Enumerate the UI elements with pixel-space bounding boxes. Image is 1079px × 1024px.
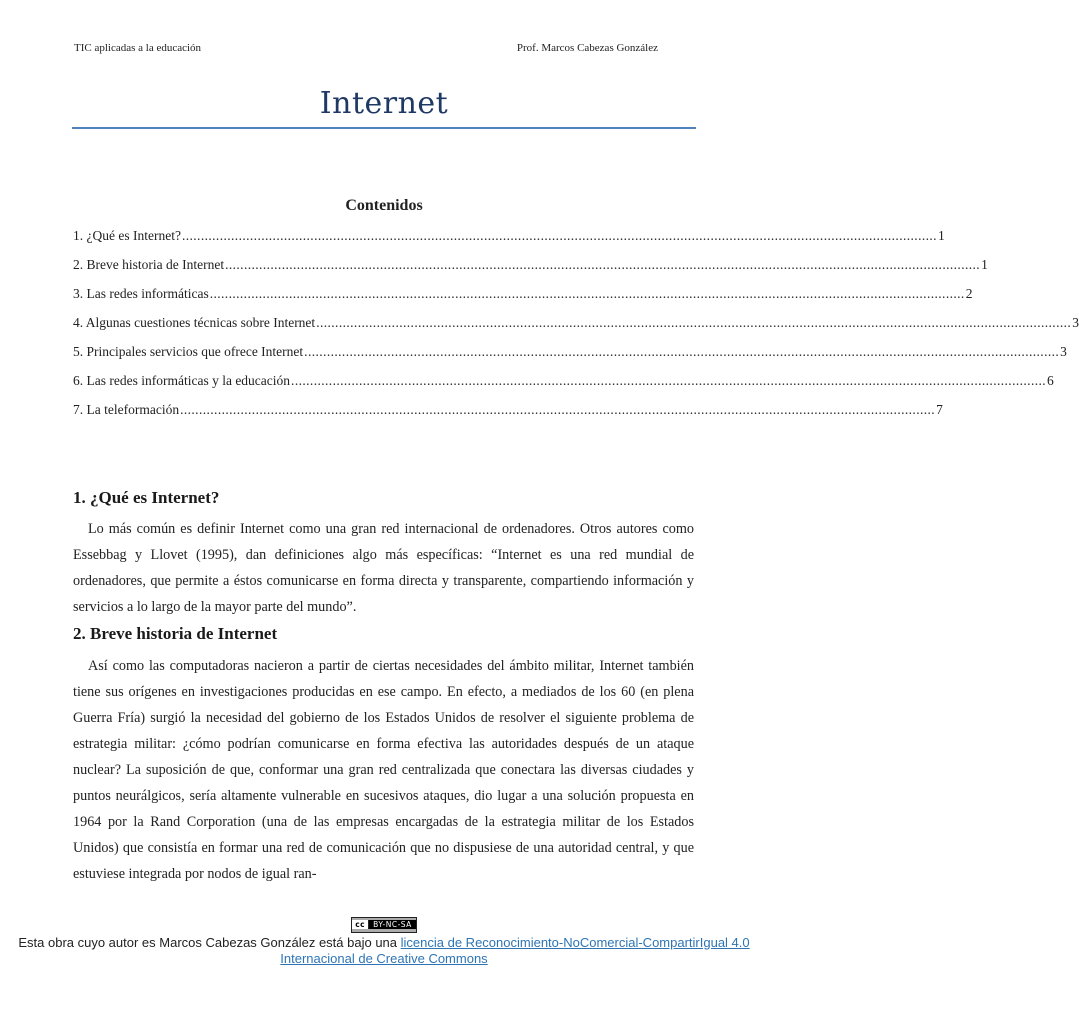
cc-license-badge[interactable]	[351, 917, 417, 933]
toc-entry-page: 3	[1060, 344, 1067, 359]
toc-leader-dots: ........................................................................................................................................................................................................	[225, 257, 981, 272]
toc-entry[interactable]	[73, 344, 1067, 373]
toc-entry-label: 4. Algunas cuestiones técnicas sobre Internet	[73, 315, 316, 330]
toc-entry-page: 2	[965, 286, 973, 301]
running-header	[74, 42, 658, 54]
license-text	[0, 935, 768, 967]
toc-entry[interactable]	[73, 315, 1079, 344]
cc-logo-icon: cc	[352, 920, 369, 929]
toc-entry[interactable]	[73, 228, 945, 257]
toc-entry-label: 6. Las redes informáticas y la educación	[73, 373, 291, 388]
toc-entry-label: 1. ¿Qué es Internet?	[73, 228, 181, 243]
toc-entry[interactable]	[73, 286, 973, 315]
header-course-title: TIC aplicadas a la educación	[74, 42, 202, 54]
toc-leader-dots: ........................................................................................................................................................................................................	[181, 228, 937, 243]
section-heading-breve-historia: 2. Breve historia de Internet	[73, 624, 278, 643]
toc-entry-label: 3. Las redes informáticas	[73, 286, 209, 301]
section-paragraph: Lo más común es definir Internet como una gran red internacional de ordenadores. Otros autores como Essebbag y Llovet (1995), dan definiciones algo más específicas: “Internet es una red mundial de ordenadores, que permite a éstos comunicarse en forma directa y transparente, compartiendo información y servicios a lo largo de la mayor parte del mundo”.	[73, 521, 694, 615]
toc-entry-page: 1	[981, 257, 988, 272]
toc-leader-dots: ........................................................................................................................................................................................................	[209, 286, 965, 301]
toc-entry-label: 7. La teleformación	[73, 402, 180, 417]
toc-entry-page: 1	[937, 228, 945, 243]
license-link[interactable]: licencia de Reconocimiento-NoComercial-CompartirIgual 4.0 Internacional de Creative Commons	[280, 934, 750, 966]
toc-leader-dots: ........................................................................................................................................................................................................	[180, 402, 936, 417]
toc-entry-page: 3	[1072, 315, 1079, 330]
toc-entry[interactable]	[73, 257, 988, 286]
toc-leader-dots: ........................................................................................................................................................................................................	[291, 373, 1047, 388]
toc-entry[interactable]	[73, 402, 943, 431]
toc-heading: Contenidos	[345, 197, 423, 214]
section-paragraph: Así como las computadoras nacieron a partir de ciertas necesidades del ámbito militar, Internet también tiene sus orígenes en investigaciones producidas en ese campo. En efecto, a mediados de los 60 (en plena Guerra Fría) surgió la necesidad del gobierno de los Estados Unidos de resolver el siguiente problema de estrategia militar: ¿cómo podrían comunicarse en forma efectiva las autoridades después de un ataque nuclear? La suposición de que, conformar una gran red centralizada que conectara las diversas ciudades y puntos neurálgicos, sería altamente vulnerable en sucesivos ataques, dio lugar a una solución propuesta en 1964 por la Rand Corporation (una de las empresas encargadas de la estrategia militar de los Estados Unidos) que consistía en formar una red de comunicación que no dispusiese de una autoridad central, y que estuviese integrada por nodos de igual ran-	[73, 658, 694, 882]
toc-leader-dots: ........................................................................................................................................................................................................	[304, 344, 1060, 359]
toc-entry-page: 7	[936, 402, 943, 417]
table-of-contents	[73, 228, 1079, 431]
toc-entry[interactable]	[73, 373, 1054, 402]
cc-terms-label: BY-NC-SA	[369, 920, 416, 929]
title-underline	[72, 127, 696, 129]
toc-entry-label: 5. Principales servicios que ofrece Internet	[73, 344, 304, 359]
toc-entry-page: 6	[1047, 373, 1054, 388]
license-footer	[0, 915, 768, 967]
license-statement: Esta obra cuyo autor es Marcos Cabezas González está bajo una	[18, 934, 401, 950]
toc-leader-dots: ........................................................................................................................................................................................................	[316, 315, 1072, 330]
toc-entry-label: 2. Breve historia de Internet	[73, 257, 225, 272]
section-heading-que-es-internet: 1. ¿Qué es Internet?	[73, 488, 220, 507]
document-title: Internet	[319, 86, 449, 121]
header-author: Prof. Marcos Cabezas González	[516, 42, 658, 54]
